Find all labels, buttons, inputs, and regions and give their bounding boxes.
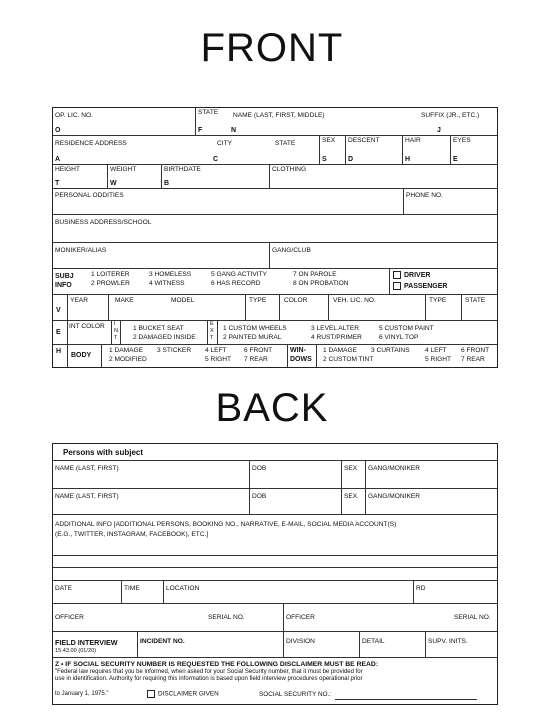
additional-line-1 [53,555,497,556]
location-label: LOCATION [166,585,200,592]
ext-opt-4[interactable]: 4 RUST/PRIMER [311,334,362,341]
person2-dob-label: DOB [252,493,267,500]
person2-gang-field[interactable] [365,488,497,514]
veh-divider-4 [279,295,280,320]
veh-divider-2 [108,295,109,320]
person1-name-label: NAME (LAST, FIRST) [55,465,119,472]
supv-field[interactable] [425,631,497,657]
incident-field[interactable] [137,631,283,657]
int-divider-2 [111,321,112,344]
person2-name-field[interactable] [53,488,249,514]
oddities-label: PERSONAL ODDITIES [55,192,124,199]
info-label: INFO [55,282,72,289]
int-divider-4 [207,321,208,344]
name-field[interactable] [231,108,497,135]
disclaimer-line-1: "Federal law requires that you be informed, when asked for your Social Security number, that it must be provided for [55,668,363,675]
rd-label: RD [416,585,426,592]
int-letter-i: I [114,321,116,327]
driver-label: DRIVER [404,271,431,279]
birthdate-label: BIRTHDATE [164,166,201,173]
state2-label: STATE [275,140,296,147]
eyes-label: EYES [453,137,471,144]
body-row [53,344,497,367]
body-opt-1[interactable]: 1 DAMAGE [109,347,144,354]
int-ext-row [53,320,497,344]
disclaimer-given-checkbox[interactable] [147,690,155,698]
windows-label-1: WIN- [290,347,306,354]
subj-opt-5[interactable]: 5 GANG ACTIVITY [211,271,268,278]
ext-opt-5[interactable]: 5 CUSTOM PAINT [379,325,434,332]
veh-row [53,294,497,320]
int-letter-n: N [114,328,118,334]
body-h-label: H [56,348,62,355]
field-interview-label: FIELD INTERVIEW [55,638,118,647]
birthdate-field[interactable] [161,164,269,188]
body-opt-2[interactable]: 2 MODIFIED [109,356,147,363]
supv-label: SUPV. INITS. [428,638,468,645]
passenger-option[interactable] [393,282,447,291]
driver-option[interactable] [393,271,430,280]
eyes-field[interactable] [450,135,497,164]
front-title: FRONT [200,26,344,70]
win-opt-6[interactable]: 6 FRONT [461,347,490,354]
person2-dob-field[interactable] [249,488,341,514]
veh-lic-label[interactable]: VEH. LIC. NO. [333,297,376,304]
body-opt-5[interactable]: 5 RIGHT [205,356,232,363]
form-number-label: 15.43.00 (01/20) [55,648,97,655]
subj-opt-8[interactable]: 8 ON PROBATION [293,280,349,287]
person1-gang-field[interactable] [365,460,497,488]
eyes-code: E [453,155,458,163]
height-label: HEIGHT [55,166,80,173]
subj-opt-6[interactable]: 6 HAS RECORD [211,280,261,287]
person1-dob-field[interactable] [249,460,341,488]
person1-dob-label: DOB [252,465,267,472]
height-field[interactable] [53,164,107,188]
back-title: BACK [215,386,329,430]
driver-checkbox[interactable] [393,271,401,279]
state-label: STATE [198,109,219,116]
int-opt-2[interactable]: 2 DAMAGED INSIDE [133,334,196,341]
officer1-label: OFFICER [55,614,84,621]
gang-field[interactable] [269,242,497,268]
date-field[interactable] [53,580,121,603]
weight-label: WEIGHT [110,166,137,173]
city-label: CITY [217,140,233,147]
win-opt-1[interactable]: 1 DAMAGE [323,347,358,354]
win-opt-2[interactable]: 2 CUSTOM TINT [323,356,374,363]
int-letter-t: T [114,335,118,341]
disclaimer-line-2: use in identification. Authority for requiring this information is based upon field interview procedures operational prior [55,675,363,682]
location-field[interactable] [163,580,413,603]
subj-opt-3[interactable]: 3 HOMELESS [149,271,192,278]
body-opt-6[interactable]: 6 FRONT [244,347,273,354]
veh-type2-label[interactable]: TYPE [429,297,447,304]
body-opt-7[interactable]: 7 REAR [244,356,268,363]
make-label[interactable]: MAKE [115,297,134,304]
hair-code: H [405,155,411,163]
body-divider-4 [316,345,317,367]
time-field[interactable] [121,580,163,603]
time-label: TIME [124,585,140,592]
subj-opt-1[interactable]: 1 LOITERER [91,271,130,278]
moniker-field[interactable] [53,242,269,268]
division-field[interactable] [283,631,359,657]
person1-sex-label: SEX [344,465,358,472]
passenger-label: PASSENGER [404,282,448,290]
op-lic-label: OP. LIC. NO. [55,112,93,119]
body-divider-3 [287,345,288,367]
veh-divider-7 [461,295,462,320]
win-opt-3[interactable]: 3 CURTAINS [371,347,410,354]
persons-header [53,444,497,460]
int-e-label: E [56,329,61,336]
residence-code: A [55,155,61,163]
suffix-code: J [437,126,441,134]
int-color-label[interactable]: INT COLOR [69,323,105,330]
person2-sex-field[interactable] [341,488,365,514]
detail-label: DETAIL [362,638,385,645]
disclaimer-heading: Z • IF SOCIAL SECURITY NUMBER IS REQUESTED THE FOLLOWING DISCLAIMER MUST BE READ: [55,661,379,668]
date-label: DATE [55,585,73,592]
body-opt-3[interactable]: 3 STICKER [157,347,192,354]
field-interview-cell [53,631,137,657]
body-divider-1 [67,345,68,367]
person1-gang-label: GANG/MONIKER [368,465,421,472]
ssn-line[interactable] [335,699,477,700]
phone-label: PHONE NO. [406,192,444,199]
incident-label: INCIDENT NO. [140,638,185,645]
op-lic-field[interactable] [53,108,195,135]
state-field[interactable] [195,108,231,135]
subj-opt-2[interactable]: 2 PROWLER [91,280,130,287]
year-label[interactable]: YEAR [70,297,88,304]
officer2-label: OFFICER [286,614,315,621]
ext-opt-1[interactable]: 1 CUSTOM WHEELS [223,325,287,332]
business-label: BUSINESS ADDRESS/SCHOOL [55,219,152,226]
person2-sex-label: SEX [344,493,358,500]
win-opt-7[interactable]: 7 REAR [461,356,485,363]
additional-info-label-2: (E.G., TWITTER, INSTAGRAM, FACEBOOK), ETC.] [55,530,209,538]
subj-opt-4[interactable]: 4 WITNESS [149,280,185,287]
descent-field[interactable] [345,135,402,164]
veh-type-label[interactable]: TYPE [249,297,267,304]
descent-code: D [348,155,354,163]
gang-label: GANG/CLUB [272,247,311,254]
persons-header-label: Persons with subject [63,448,144,457]
ssn-label: SOCIAL SECURITY NO.: [259,691,332,698]
clothing-label: CLOTHING [272,166,307,173]
detail-field[interactable] [359,631,425,657]
veh-divider-6 [425,295,426,320]
residence-field[interactable] [53,135,319,164]
person2-name-label: NAME (LAST, FIRST) [55,493,119,500]
sex-label: SEX [322,137,336,144]
name-label: NAME (LAST, FIRST, MIDDLE) [233,112,325,119]
subj-divider [389,269,390,294]
disclaimer-given-option[interactable] [147,690,219,698]
veh-v-label: V [56,307,61,314]
body-opt-4[interactable]: 4 LEFT [205,347,227,354]
int-divider-3 [120,321,121,344]
passenger-checkbox[interactable] [393,282,401,290]
subj-info-row [53,268,497,294]
front-card [52,107,498,368]
win-opt-5[interactable]: 5 RIGHT [425,356,452,363]
int-opt-1[interactable]: 1 BUCKET SEAT [133,325,184,332]
ext-opt-6[interactable]: 6 VINYL TOP [379,334,419,341]
back-card [52,443,498,705]
name-code: N [231,126,237,134]
sex-field[interactable] [319,135,345,164]
phone-field[interactable] [403,188,497,214]
ext-opt-2[interactable]: 2 PAINTED MURAL [223,334,282,341]
officer2-field[interactable] [283,603,497,631]
additional-line-2 [53,567,497,568]
birthdate-code: B [164,179,170,187]
residence-label: RESIDENCE ADDRESS [55,140,127,147]
subj-opt-7[interactable]: 7 ON PAROLE [293,271,337,278]
clothing-field[interactable] [269,164,497,188]
subj-label: SUBJ [55,273,74,280]
descent-label: DESCENT [348,137,380,144]
state-code: F [198,126,203,134]
body-divider-2 [101,345,102,367]
win-opt-4[interactable]: 4 LEFT [425,347,447,354]
ext-letter-x: X [210,328,214,334]
int-divider-5 [217,321,218,344]
hair-field[interactable] [402,135,450,164]
model-label[interactable]: MODEL [171,297,195,304]
hair-label: HAIR [405,137,421,144]
veh-color-label[interactable]: COLOR [284,297,308,304]
ext-opt-3[interactable]: 3 LEVEL ALTER [311,325,360,332]
business-field[interactable] [53,214,497,242]
division-label: DIVISION [286,638,315,645]
suffix-label: SUFFIX (JR., ETC.) [421,112,480,119]
person1-sex-field[interactable] [341,460,365,488]
disclaimer-block [53,657,497,704]
veh-state-label[interactable]: STATE [465,297,486,304]
rd-field[interactable] [413,580,497,603]
sex-code: S [322,155,327,163]
person2-gang-label: GANG/MONIKER [368,493,421,500]
int-divider-1 [67,321,68,344]
additional-info-label-1: ADDITIONAL INFO [ADDITIONAL PERSONS, BOOKING NO., NARRATIVE, E-MAIL, SOCIAL MEDIA ACCOUNT(S) [55,521,397,528]
ext-letter-e: E [210,321,214,327]
body-label: BODY [71,352,92,359]
officer1-field[interactable] [53,603,283,631]
disclaimer-given-label: DISCLAIMER GIVEN [158,690,219,698]
weight-field[interactable] [107,164,161,188]
disclaimer-line-3: to January 1, 1975." [55,691,109,697]
person1-name-field[interactable] [53,460,249,488]
additional-info-field[interactable] [53,514,497,580]
oddities-field[interactable] [53,188,403,214]
serial1-label: SERIAL NO. [208,614,245,621]
veh-divider-1 [67,295,68,320]
weight-code: W [110,179,117,187]
moniker-label: MONIKER/ALIAS [55,247,107,254]
veh-divider-3 [245,295,246,320]
ext-letter-t: T [210,335,214,341]
serial2-label: SERIAL NO. [454,614,491,621]
windows-label-2: DOWS [290,356,312,363]
veh-divider-5 [328,295,329,320]
city-code: C [213,155,219,163]
op-lic-code: O [55,126,61,134]
height-code: T [55,179,60,187]
